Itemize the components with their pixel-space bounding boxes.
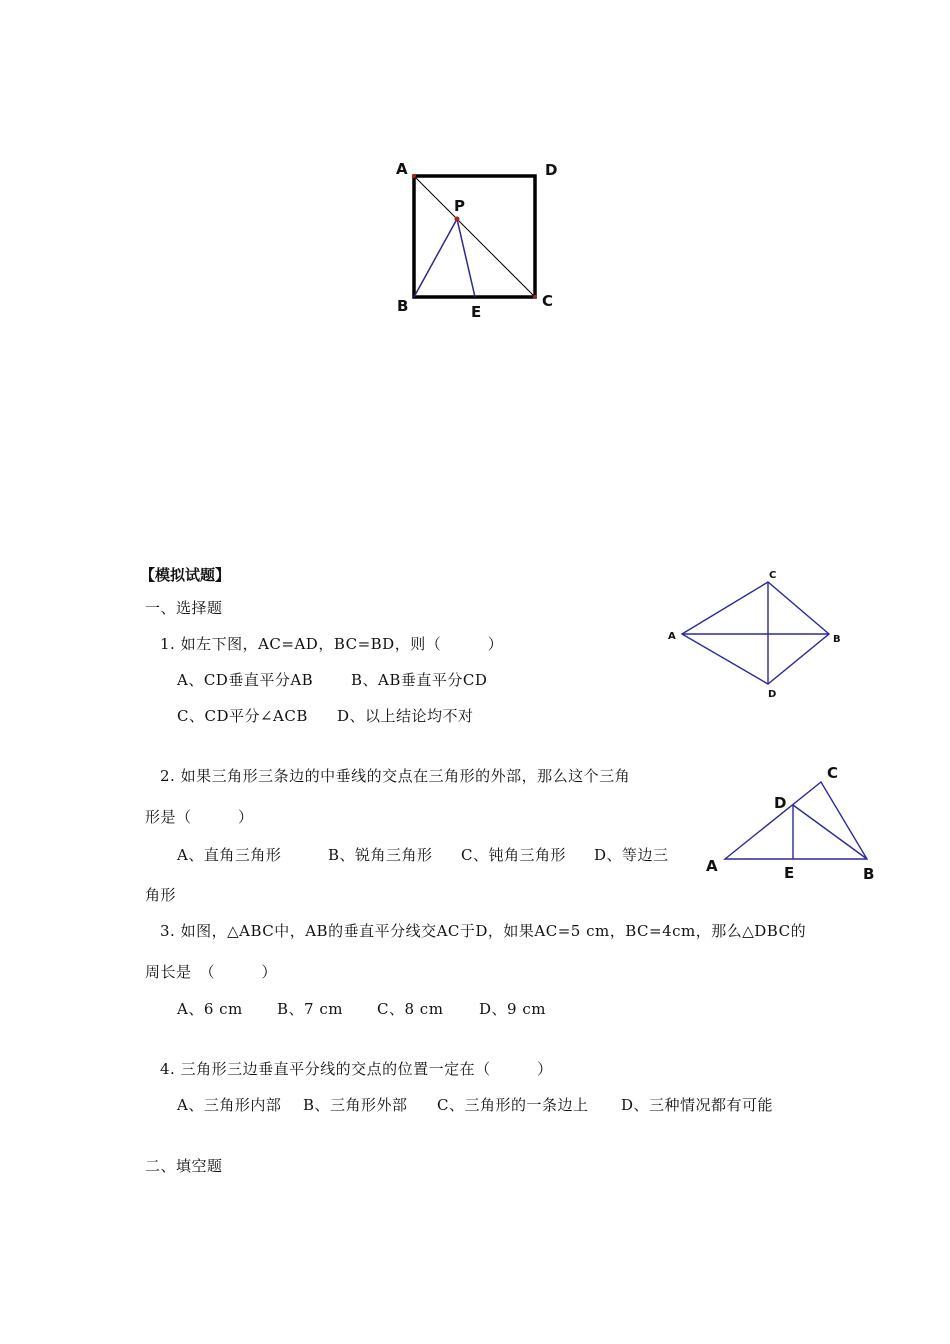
q1-option-d: D、以上结论均不对 bbox=[337, 707, 474, 725]
q3-option-b: B、7 cm bbox=[277, 1000, 343, 1018]
part1-title: 一、选择题 bbox=[145, 599, 223, 617]
point-c bbox=[533, 295, 537, 299]
part2-title: 二、填空题 bbox=[145, 1157, 223, 1175]
segment-db bbox=[793, 805, 867, 859]
point-p bbox=[455, 217, 460, 222]
segment-pe bbox=[457, 219, 475, 297]
tri-label-a: A bbox=[706, 857, 718, 875]
q1-stem: 1. 如左下图，AC=AD，BC=BD，则（ ） bbox=[160, 635, 504, 653]
q1-option-c: C、CD平分∠ACB bbox=[177, 707, 308, 725]
q4-option-d: D、三种情况都有可能 bbox=[621, 1096, 774, 1114]
kite-figure bbox=[660, 566, 850, 702]
q3-option-d: D、9 cm bbox=[479, 1000, 546, 1018]
label-a: A bbox=[396, 160, 408, 178]
q2-option-b: B、锐角三角形 bbox=[328, 846, 433, 864]
q2-stem-line2: 形是（ ） bbox=[145, 808, 254, 826]
kite-outline bbox=[682, 582, 829, 684]
square-figure bbox=[390, 155, 570, 325]
q3-option-a: A、6 cm bbox=[177, 1000, 243, 1018]
q4-option-c: C、三角形的一条边上 bbox=[437, 1096, 589, 1114]
section-title: 【模拟试题】 bbox=[140, 566, 231, 584]
q1-option-b: B、AB垂直平分CD bbox=[351, 671, 488, 689]
label-c: C bbox=[542, 292, 554, 310]
q3-option-c: C、8 cm bbox=[377, 1000, 444, 1018]
point-a bbox=[412, 174, 416, 178]
q2-option-d-wrap: 角形 bbox=[145, 886, 177, 904]
label-e: E bbox=[471, 303, 482, 321]
label-p: P bbox=[454, 197, 465, 215]
q4-stem: 4. 三角形三边垂直平分线的交点的位置一定在（ ） bbox=[160, 1060, 553, 1078]
q1-option-a: A、CD垂直平分AB bbox=[177, 671, 314, 689]
segment-bp bbox=[414, 219, 457, 297]
triangle-abc bbox=[725, 782, 867, 859]
tri-label-b: B bbox=[863, 865, 875, 883]
triangle-figure bbox=[700, 760, 890, 886]
q2-option-c: C、钝角三角形 bbox=[461, 846, 566, 864]
label-d: D bbox=[545, 161, 558, 179]
q2-stem-line1: 2. 如果三角形三条边的中垂线的交点在三角形的外部，那么这个三角 bbox=[160, 767, 631, 785]
label-b: B bbox=[397, 297, 409, 315]
diagonal-ac bbox=[414, 176, 535, 297]
tri-label-e: E bbox=[784, 864, 795, 882]
q3-stem-line1: 3. 如图，△ABC中，AB的垂直平分线交AC于D，如果AC=5 cm，BC=4cm，那么△DBC的 bbox=[160, 922, 807, 940]
tri-label-c: C bbox=[827, 764, 839, 782]
kite-label-a: A bbox=[668, 631, 676, 642]
q4-option-b: B、三角形外部 bbox=[303, 1096, 408, 1114]
kite-label-c: C bbox=[769, 570, 777, 581]
tri-label-d: D bbox=[774, 794, 787, 812]
q4-option-a: A、三角形内部 bbox=[177, 1096, 282, 1114]
kite-label-b: B bbox=[833, 634, 841, 645]
q2-option-a: A、直角三角形 bbox=[177, 846, 282, 864]
q2-option-d: D、等边三 bbox=[594, 846, 669, 864]
q3-stem-line2: 周长是 （ ） bbox=[145, 963, 278, 981]
kite-label-d: D bbox=[768, 689, 777, 700]
